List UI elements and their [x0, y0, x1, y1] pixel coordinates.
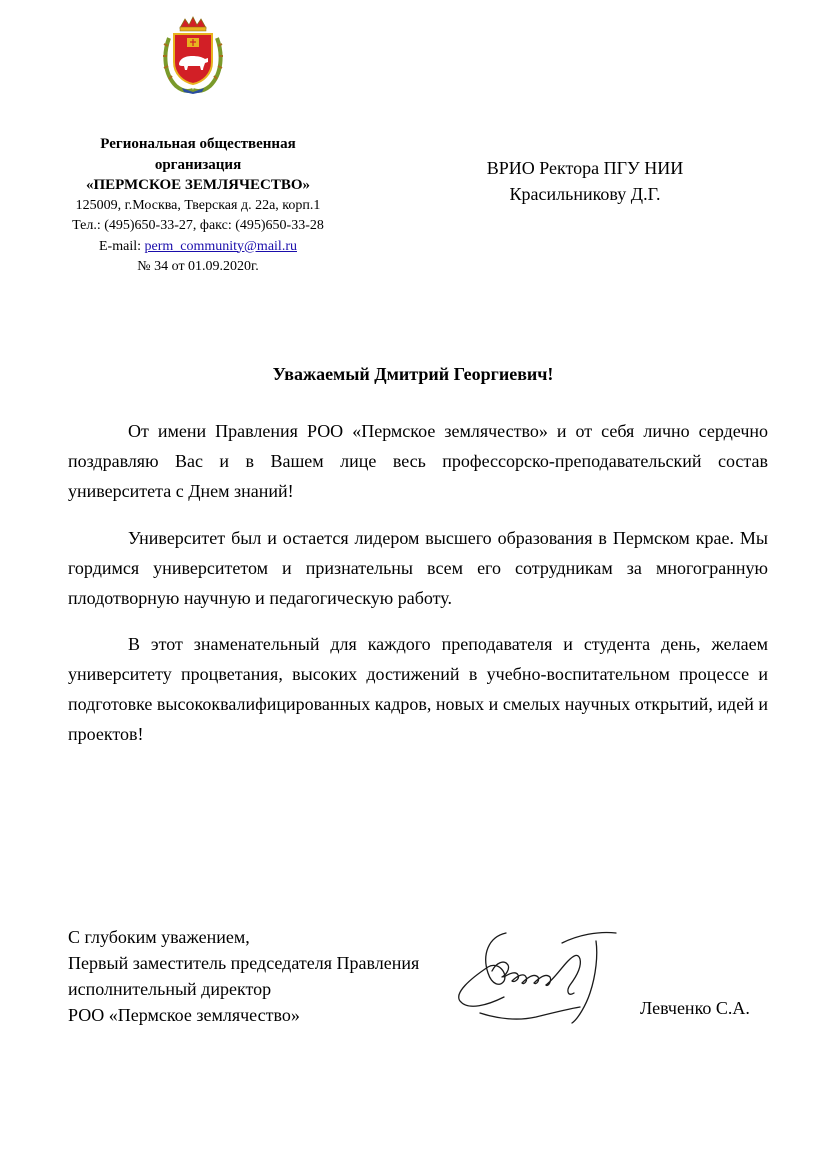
letter-body — [68, 416, 768, 766]
body-paragraph-3: В этот знаменательный для каждого преподавателя и студента день, желаем университету процветания, высоких достижений в учебно-воспитательном процессе и подготовке высококвалифицированных кадров, новых и смелых научных открытий, идей и проектов! — [68, 634, 768, 744]
org-address: 125009, г.Москва, Тверская д. 22а, корп.1 — [75, 197, 321, 213]
signer-title-2: исполнительный директор — [68, 979, 272, 999]
org-name-line-1: Региональная общественная — [100, 136, 296, 152]
email-link[interactable]: perm_community@mail.ru — [144, 238, 297, 254]
signer-title-1: Первый заместитель председателя Правления — [68, 953, 420, 973]
org-email-line — [48, 237, 348, 258]
org-name-line-2: организация — [154, 156, 242, 173]
org-phone: Тел.: (495)650-33-27, факс: (495)650-33-28 — [72, 218, 324, 233]
org-name-line-3: «ПЕРМСКОЕ ЗЕМЛЯЧЕСТВО» — [85, 177, 311, 193]
document-number: № 34 от 01.09.2020г. — [137, 259, 259, 274]
salutation: Уважаемый Дмитрий Георгиевич! — [272, 364, 554, 384]
body-paragraph-1: От имени Правления РОО «Пермское землячество» и от себя лично сердечно поздравляю Вас и в Вашем лице весь профессорско-преподавательский состав университета с Днем знаний! — [68, 421, 768, 501]
sender-organization-block — [48, 134, 348, 278]
closing-block — [68, 924, 419, 1028]
body-paragraph-2: Университет был и остается лидером высшего образования в Пермском крае. Мы гордимся университетом и признательны всем его сотрудникам за многогранную плодотворную научную и педагогическую работу. — [68, 527, 768, 608]
handwritten-signature — [448, 915, 628, 1037]
perm-krai-coat-of-arms-icon — [160, 16, 226, 94]
signer-organization: РОО «Пермское землячество» — [68, 1005, 300, 1025]
recipient-position: ВРИО Ректора ПГУ НИИ — [486, 158, 684, 178]
closing-greeting: С глубоким уважением, — [68, 927, 250, 947]
signer-name: Левченко С.А. — [640, 998, 750, 1018]
recipient-name: Красильникову Д.Г. — [509, 184, 661, 204]
recipient-block — [460, 155, 710, 207]
email-label: E-mail: — [99, 238, 145, 254]
